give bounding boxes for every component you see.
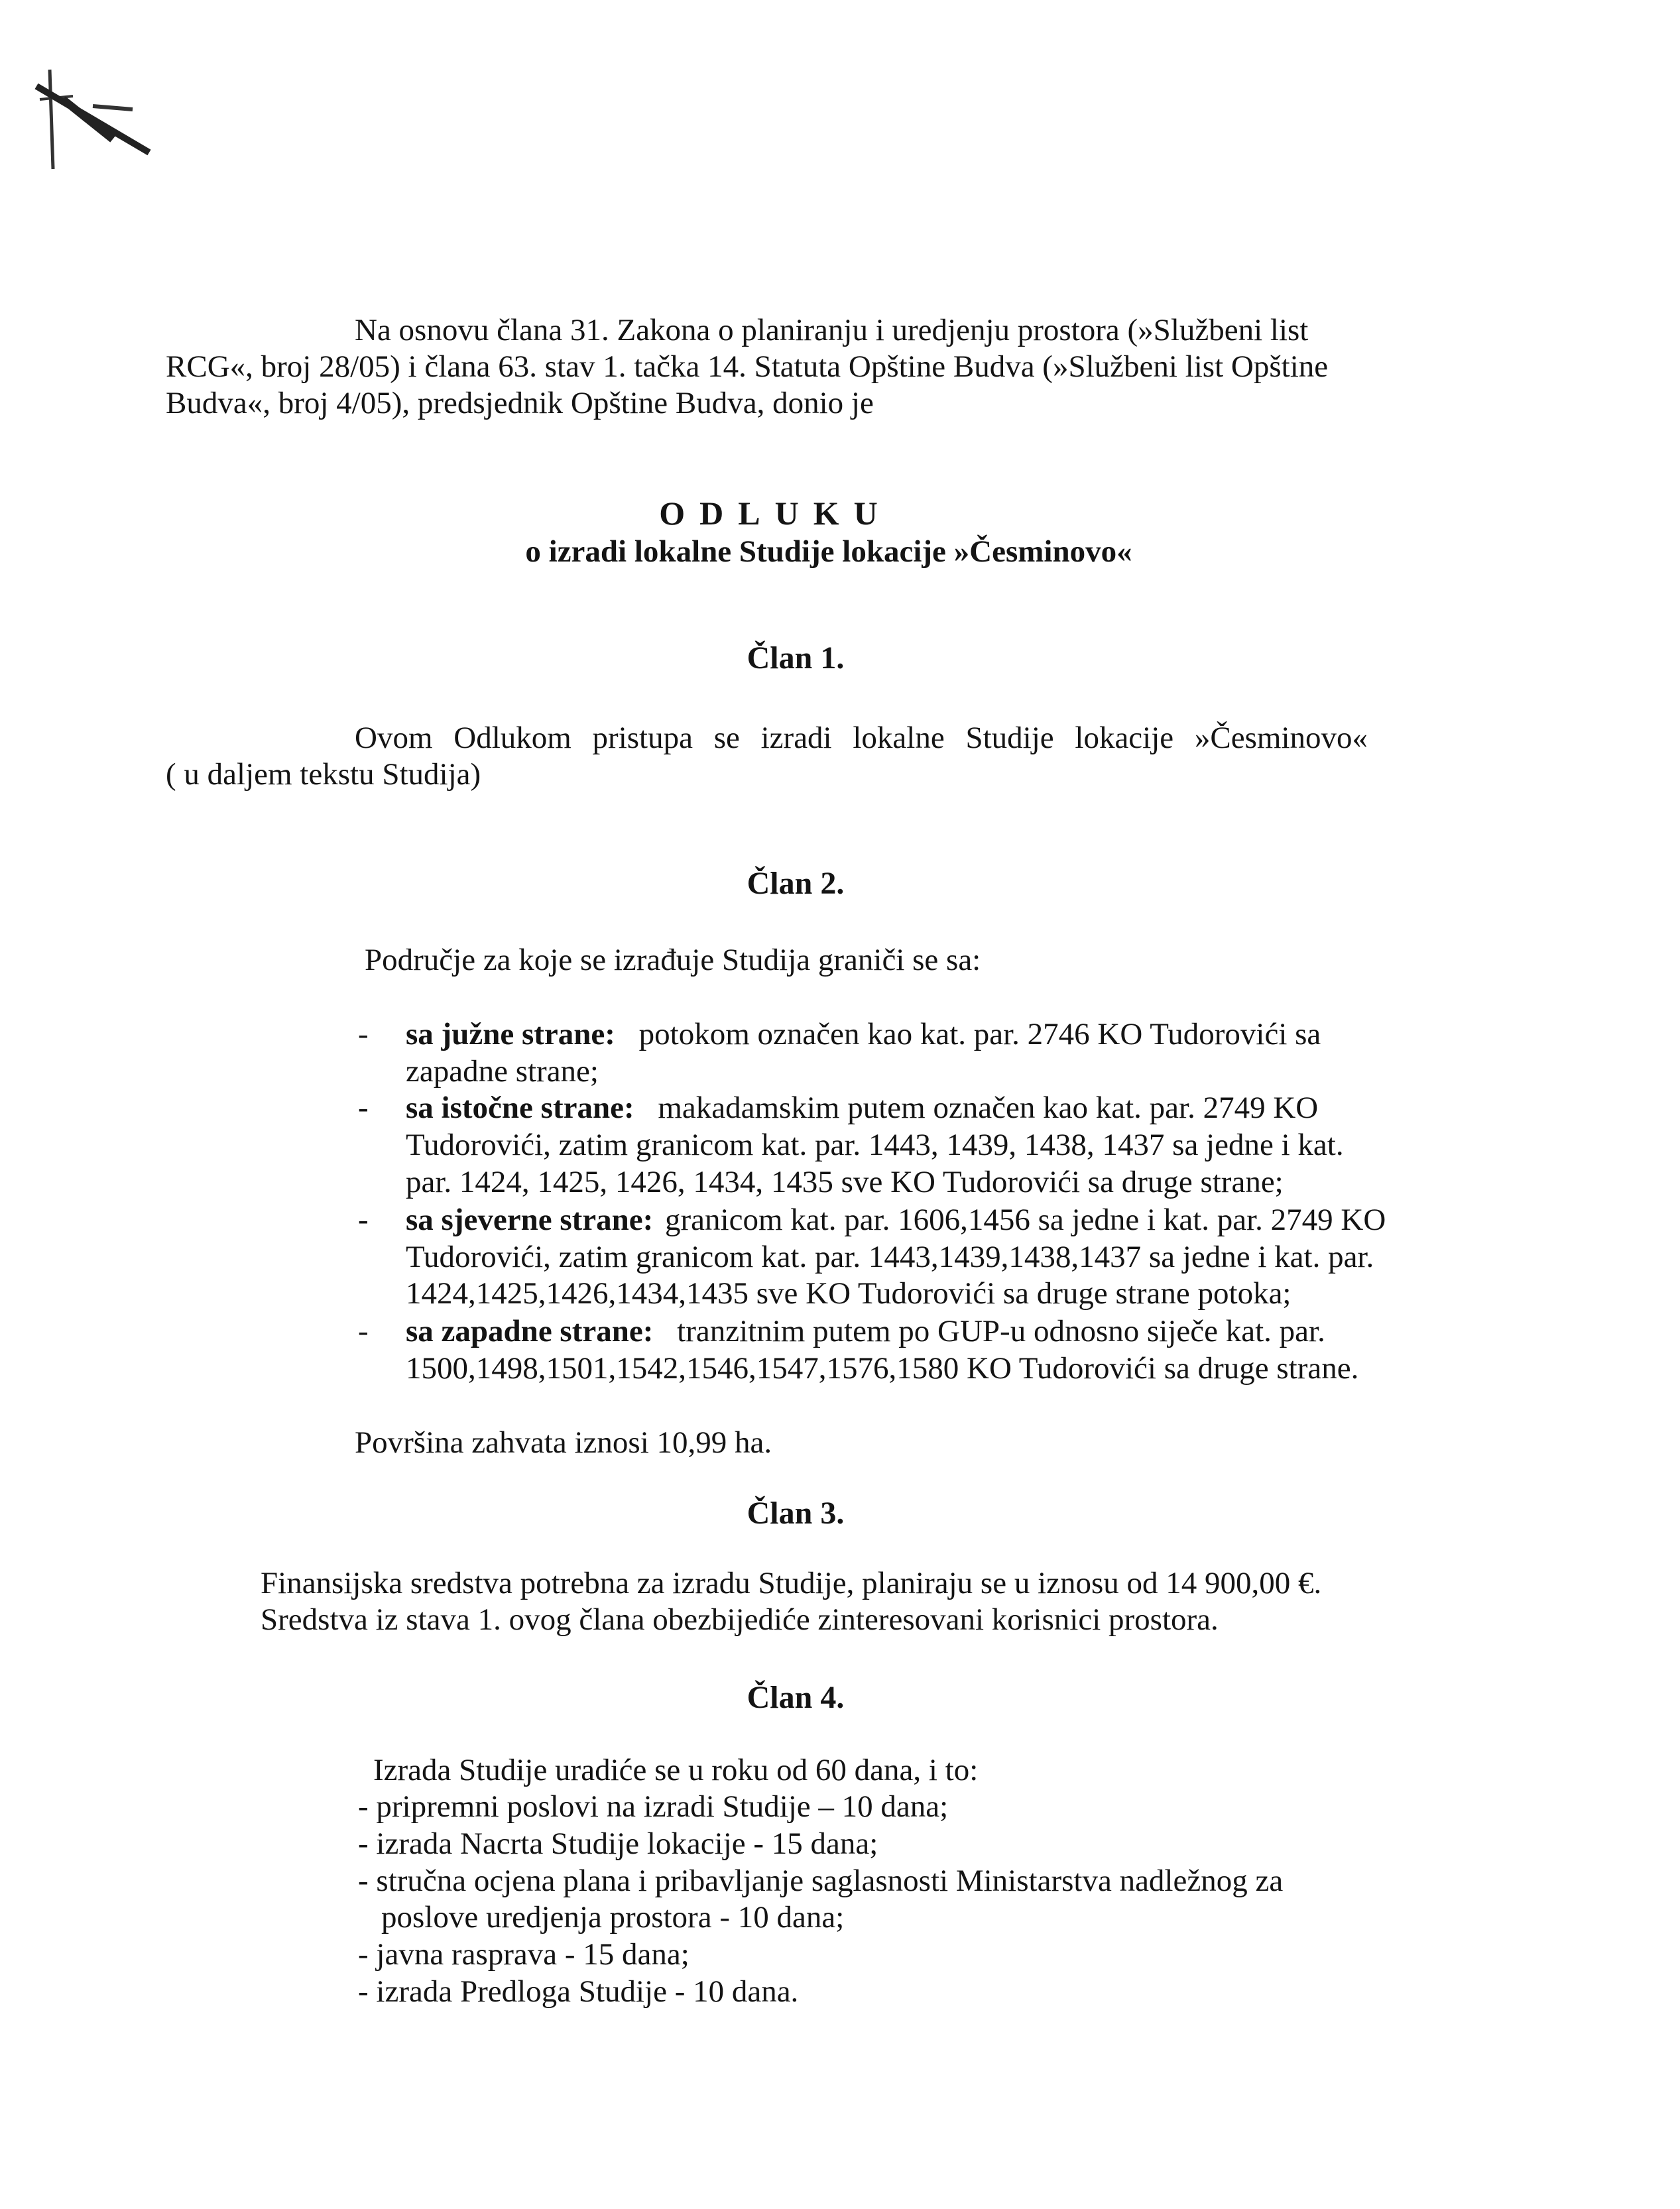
clan4-intro: Izrada Studije uradiće se u roku od 60 dana, i to: [373, 1753, 979, 1787]
clan3-line-2: Sredstva iz stava 1. ovog člana obezbijediće zinteresovani korisnici prostora. [261, 1602, 1219, 1637]
clan4-line-2: - izrada Nacrta Studije lokacije - 15 dana; [358, 1826, 878, 1861]
clan2-item-2-line-2: Tudorovići, zatim granicom kat. par. 1443, 1439, 1438, 1437 sa jedne i kat. [406, 1128, 1344, 1162]
document-title: ODLUKU [659, 495, 892, 532]
clan2-item-3-line-3: 1424,1425,1426,1434,1435 sve KO Tudorovići sa druge strane potoka; [406, 1276, 1291, 1311]
clan3-line-1: Finansijska sredstva potrebna za izradu Studije, planiraju se u iznosu od 14 900,00 €. [261, 1566, 1322, 1600]
clan2-item-2 [406, 1089, 1318, 1126]
handwritten-mark-icon [27, 60, 172, 179]
clan2-item-4-line-1: tranzitnim putem po GUP-u odnosno siječe kat. par. [677, 1314, 1325, 1348]
clan2-item-1-label: sa južne strane: [406, 1017, 615, 1051]
clan3-heading: Član 3. [747, 1496, 845, 1531]
clan2-area: Površina zahvata iznosi 10,99 ha. [355, 1425, 772, 1460]
clan2-item-3-line-2: Tudorovići, zatim granicom kat. par. 1443,1439,1438,1437 sa jedne i kat. par. [406, 1240, 1374, 1274]
clan2-item-1-line-1: potokom označen kao kat. par. 2746 KO Tudorovići sa [638, 1017, 1321, 1051]
list-bullet: - [358, 1203, 369, 1237]
clan2-item-1 [406, 1016, 1321, 1053]
clan2-item-4 [406, 1313, 1325, 1350]
list-bullet: - [358, 1314, 369, 1348]
list-bullet: - [358, 1017, 369, 1051]
clan4-line-6: - izrada Predloga Studije - 10 dana. [358, 1974, 799, 2009]
clan4-line-3: - stručna ocjena plana i pribavljanje saglasnosti Ministarstva nadležnog za [358, 1864, 1284, 1898]
clan2-item-4-label: sa zapadne strane: [406, 1314, 654, 1348]
document-subtitle: o izradi lokalne Studije lokacije »Česminovo« [525, 534, 1132, 569]
preamble-line-1: Na osnovu člana 31. Zakona o planiranju i uredjenju prostora (»Službeni list [355, 313, 1309, 347]
clan4-heading: Član 4. [747, 1680, 845, 1715]
clan1-line-2: ( u daljem tekstu Studija) [166, 757, 481, 792]
clan2-item-2-label: sa istočne strane: [406, 1091, 634, 1125]
clan2-item-3-label: sa sjeverne strane: [406, 1203, 654, 1237]
clan2-item-3 [406, 1201, 1386, 1238]
clan1-heading: Član 1. [747, 640, 845, 676]
clan2-item-3-line-1: granicom kat. par. 1606,1456 sa jedne i kat. par. 2749 KO [665, 1203, 1386, 1237]
clan2-item-4-line-2: 1500,1498,1501,1542,1546,1547,1576,1580 KO Tudorovići sa druge strane. [406, 1351, 1359, 1386]
list-bullet: - [358, 1091, 369, 1125]
clan2-intro: Područje za koje se izrađuje Studija graniči se sa: [365, 943, 981, 977]
clan2-heading: Član 2. [747, 866, 845, 901]
preamble-line-2: RCG«, broj 28/05) i člana 63. stav 1. tačka 14. Statuta Opštine Budva (»Službeni list Opštine [166, 349, 1329, 384]
clan4-line-4: poslove uredjenja prostora - 10 dana; [381, 1900, 845, 1935]
clan2-item-1-line-2: zapadne strane; [406, 1054, 599, 1089]
preamble-line-3: Budva«, broj 4/05), predsjednik Opštine Budva, donio je [166, 386, 874, 420]
clan4-line-5: - javna rasprava - 15 dana; [358, 1937, 690, 1972]
clan4-line-1: - pripremni poslovi na izradi Studije – 10 dana; [358, 1789, 949, 1824]
clan2-item-2-line-1: makadamskim putem označen kao kat. par. 2749 KO [658, 1091, 1319, 1125]
clan2-item-2-line-3: par. 1424, 1425, 1426, 1434, 1435 sve KO Tudorovići sa druge strane; [406, 1165, 1284, 1199]
clan1-line-1: Ovom Odlukom pristupa se izradi lokalne Studije lokacije »Česminovo« [355, 721, 1368, 755]
